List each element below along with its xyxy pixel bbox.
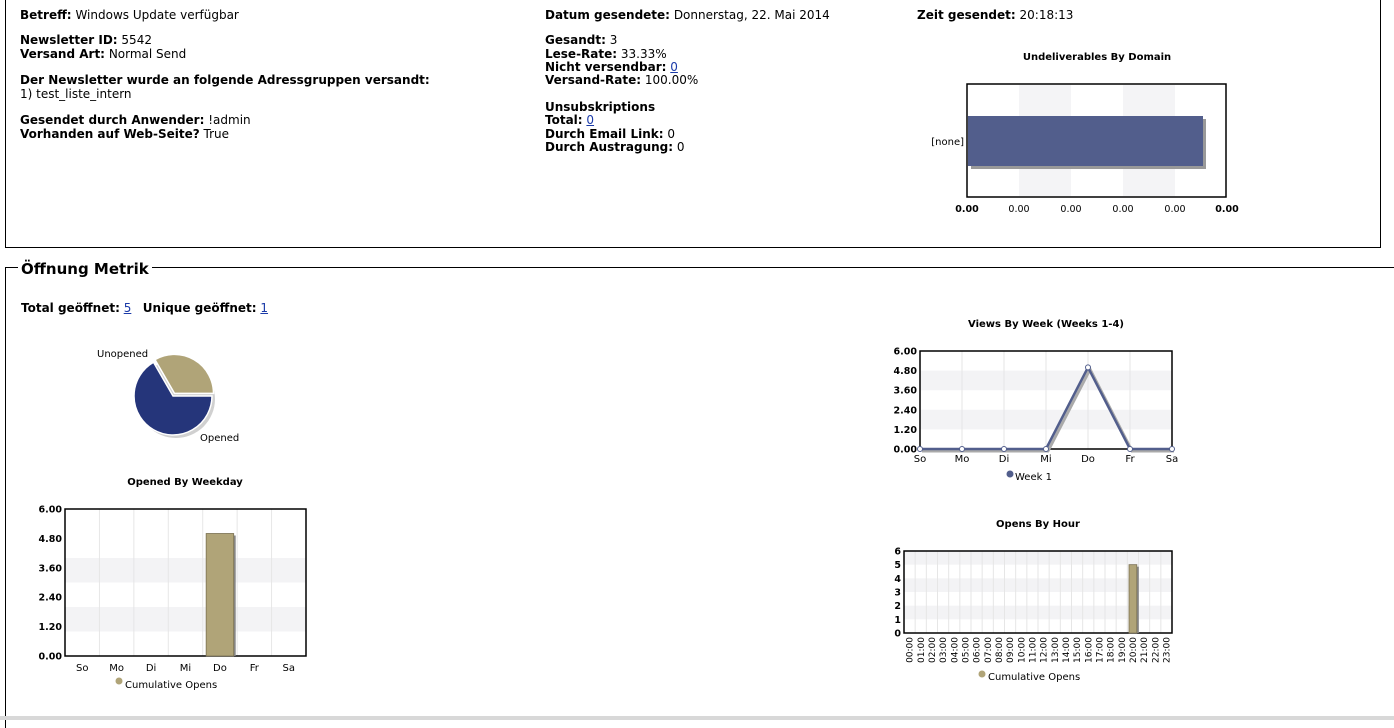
y-tick-label: 2 [894, 601, 901, 613]
x-tick-label: 0.00 [955, 204, 979, 215]
time-row [917, 8, 1073, 22]
x-tick-label: 05:00 [961, 637, 972, 663]
y-tick-label: 3.60 [38, 563, 62, 575]
x-tick-label: 09:00 [1006, 637, 1017, 663]
time-value: 20:18:13 [1019, 8, 1074, 22]
y-tick-label: 4.80 [38, 533, 62, 545]
bar-Do [206, 534, 234, 657]
y-tick-label: 4 [894, 573, 901, 585]
y-tick-label: 1 [894, 614, 901, 626]
y-tick-label: 4.80 [893, 366, 917, 378]
x-tick-label: 0.00 [1215, 204, 1239, 215]
point-Mi [1044, 447, 1049, 452]
x-tick-label: Mo [954, 454, 970, 465]
groups-row [20, 73, 430, 87]
opens-by-hour-chart [890, 512, 1190, 687]
x-tick-label: 08:00 [994, 637, 1005, 663]
betreff-row [20, 8, 239, 22]
y-tick-label: 0.00 [38, 651, 62, 663]
y-tick-label: 3 [894, 587, 901, 599]
y-tick-label: 3.60 [893, 385, 917, 397]
x-tick-label: 04:00 [950, 637, 961, 663]
hour-legend-label: Cumulative Opens [988, 672, 1081, 683]
x-tick-label: Fr [249, 663, 259, 674]
hour-x-ticks [906, 637, 1173, 663]
x-tick-label: 13:00 [1050, 637, 1061, 663]
versand-art-label: Versand Art: [20, 47, 105, 61]
undeliverables-x-ticks [955, 204, 1239, 215]
gesandt-label: Gesandt: [545, 33, 606, 47]
total-opened-link[interactable]: 5 [123, 301, 132, 315]
point-Sa [1170, 447, 1175, 452]
nicht-versendbar-link[interactable]: 0 [670, 60, 678, 74]
y-tick-label: 0 [894, 628, 901, 640]
date-row [545, 8, 830, 22]
austragung-value: 0 [676, 140, 685, 154]
versand-rate-row [545, 73, 698, 87]
legend-swatch [1007, 471, 1014, 478]
y-tick-label: 2.40 [38, 592, 62, 604]
x-tick-label: 22:00 [1151, 637, 1162, 663]
undeliverables-title: Undeliverables By Domain [1022, 52, 1172, 63]
weekday-x-ticks [76, 663, 295, 674]
y-tick-label: 1.20 [38, 622, 62, 634]
pie-label-opened: Opened [200, 433, 240, 444]
y-tick-label: 5 [894, 560, 901, 572]
bar-category-label: [none] [931, 137, 964, 148]
weekday-legend-label: Cumulative Opens [125, 680, 218, 691]
y-tick-label: 2.40 [893, 405, 917, 417]
on-website-label: Vorhanden auf Web-Seite? [20, 127, 200, 141]
betreff-value: Windows Update verfügbar [75, 8, 239, 22]
pie-label-unopened: Unopened [97, 349, 149, 360]
grid-band [65, 558, 306, 583]
x-tick-label: 0.00 [1060, 204, 1082, 215]
x-tick-label: Do [1081, 454, 1095, 465]
weekday-chart-title: Opened By Weekday [127, 477, 243, 488]
views-y-ticks [894, 347, 918, 456]
x-tick-label: 0.00 [1112, 204, 1134, 215]
unsub-heading-text: Unsubskriptions [545, 100, 656, 114]
versand-art-value: Normal Send [108, 47, 187, 61]
weekday-bars [206, 534, 236, 657]
groups-value: 1) test_liste_intern [20, 87, 132, 101]
x-tick-label: Mi [179, 663, 192, 674]
x-tick-label: 17:00 [1095, 637, 1106, 663]
x-tick-label: Sa [282, 663, 296, 674]
austragung-label: Durch Austragung: [545, 140, 674, 154]
groups-label: Der Newsletter wurde an folgende Adressgruppen versandt: [20, 73, 430, 87]
x-tick-label: 00:00 [905, 637, 916, 663]
date-value: Donnerstag, 22. Mai 2014 [673, 8, 830, 22]
newsletter-id-row [20, 33, 152, 47]
sent-by-value: !admin [208, 113, 251, 127]
x-tick-label: Fr [1125, 454, 1135, 465]
grid-band [65, 607, 306, 632]
x-tick-label: 10:00 [1017, 637, 1028, 663]
time-label: Zeit gesendet: [917, 8, 1016, 22]
legend-swatch [979, 671, 986, 678]
on-website-value: True [203, 127, 230, 141]
window-bottom-edge [0, 716, 1394, 720]
x-tick-label: 15:00 [1073, 637, 1084, 663]
x-tick-label: 21:00 [1140, 637, 1151, 663]
x-tick-label: 23:00 [1162, 637, 1173, 663]
gesandt-value: 3 [609, 33, 618, 47]
opened-by-weekday-chart [20, 470, 320, 695]
nicht-versendbar-label: Nicht versendbar: [545, 60, 667, 74]
point-Do [1086, 365, 1091, 370]
lese-rate-row [545, 47, 667, 61]
date-label: Datum gesendete: [545, 8, 670, 22]
x-tick-label: 11:00 [1028, 637, 1039, 663]
newsletter-id-label: Newsletter ID: [20, 33, 118, 47]
y-tick-label: 6.00 [38, 504, 62, 516]
x-tick-label: So [913, 454, 927, 465]
views-chart-title: Views By Week (Weeks 1-4) [968, 319, 1124, 330]
x-tick-label: 02:00 [927, 637, 938, 663]
hour-chart-title: Opens By Hour [996, 519, 1080, 530]
newsletter-id-value: 5542 [121, 33, 152, 47]
versand-rate-value: 100.00% [644, 73, 699, 87]
views-legend-label: Week 1 [1015, 472, 1052, 483]
x-tick-label: 07:00 [983, 637, 994, 663]
email-link-value: 0 [667, 127, 676, 141]
opened-pie-chart [90, 340, 250, 450]
hour-y-ticks [894, 547, 901, 640]
total-opened-label: Total geöffnet: [21, 301, 120, 315]
weekday-grid [65, 509, 306, 656]
sent-by-label: Gesendet durch Anwender: [20, 113, 205, 127]
x-tick-label: 18:00 [1106, 637, 1117, 663]
section-title: Öffnung Metrik [18, 260, 152, 278]
nicht-versendbar-row [545, 60, 678, 74]
x-tick-label: 0.00 [1164, 204, 1186, 215]
versand-art-row [20, 47, 186, 61]
x-tick-label: 12:00 [1039, 637, 1050, 663]
lese-rate-value: 33.33% [620, 47, 667, 61]
x-tick-label: Mi [1040, 454, 1052, 465]
x-tick-label: 19:00 [1117, 637, 1128, 663]
undeliverables-bars [931, 116, 1206, 169]
pie-slices [134, 354, 215, 438]
on-website-row [20, 127, 229, 141]
weekday-y-ticks [39, 505, 63, 663]
x-tick-label: 01:00 [916, 637, 927, 663]
x-tick-label: Sa [1165, 454, 1179, 465]
x-tick-label: 06:00 [972, 637, 983, 663]
y-tick-label: 0.00 [893, 444, 917, 456]
point-So [918, 447, 923, 452]
x-tick-label: 14:00 [1061, 637, 1072, 663]
email-link-row [545, 127, 675, 141]
y-tick-label: 6 [894, 546, 901, 558]
bar-20:00 [1129, 565, 1137, 633]
hour-bars [1129, 565, 1139, 633]
y-tick-label: 1.20 [893, 424, 917, 436]
opened-counts-row [21, 301, 268, 315]
unsub-total-link[interactable]: 0 [586, 113, 595, 127]
austragung-row [545, 140, 685, 154]
x-tick-label: 16:00 [1084, 637, 1095, 663]
betreff-label: Betreff: [20, 8, 72, 22]
y-tick-label: 6.00 [893, 346, 917, 358]
legend-swatch [116, 678, 123, 685]
unsub-total-row [545, 113, 594, 127]
gesandt-row [545, 33, 617, 47]
x-tick-label: 0.00 [1008, 204, 1030, 215]
views-by-week-chart [890, 312, 1190, 487]
x-tick-label: Mo [109, 663, 125, 674]
point-Fr [1128, 447, 1133, 452]
versand-rate-label: Versand-Rate: [545, 73, 642, 87]
unique-opened-label: Unique geöffnet: [142, 301, 257, 315]
unsub-heading [545, 100, 655, 114]
lese-rate-label: Lese-Rate: [545, 47, 618, 61]
views-grid [920, 351, 1172, 449]
x-tick-label: 03:00 [939, 637, 950, 663]
undeliverables-chart [920, 45, 1250, 220]
x-tick-label: Di [145, 663, 157, 674]
bar-none [968, 116, 1203, 166]
x-tick-label: 20:00 [1128, 637, 1139, 663]
x-tick-label: Do [213, 663, 227, 674]
point-Di [1002, 447, 1007, 452]
x-tick-label: Di [998, 454, 1010, 465]
email-link-label: Durch Email Link: [545, 127, 664, 141]
unsub-total-label: Total: [545, 113, 583, 127]
x-tick-label: So [75, 663, 89, 674]
sent-by-row [20, 113, 251, 127]
unique-opened-link[interactable]: 1 [260, 301, 269, 315]
views-x-ticks [914, 454, 1178, 465]
point-Mo [960, 447, 965, 452]
